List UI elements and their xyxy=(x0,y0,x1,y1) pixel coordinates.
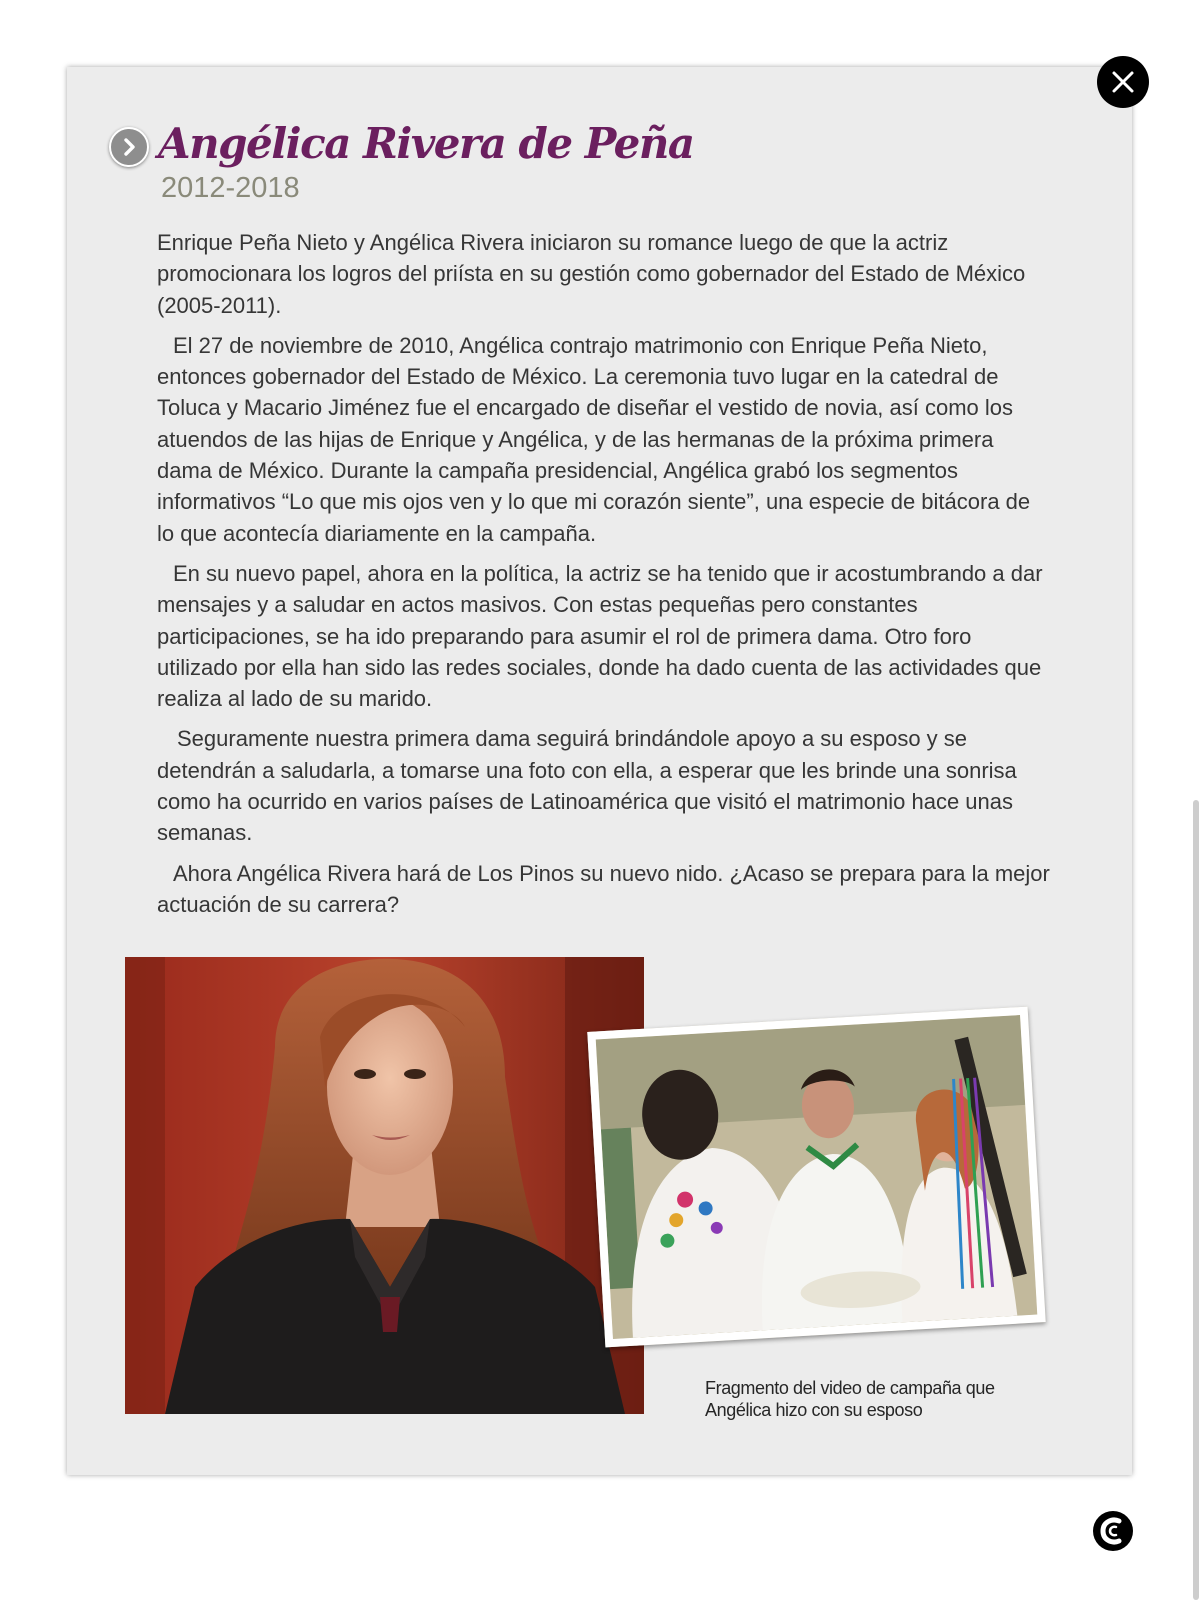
portrait-photo xyxy=(125,957,644,1414)
chevron-right-button[interactable] xyxy=(109,127,149,167)
brand-logo-icon xyxy=(1092,1510,1134,1552)
paragraph-3: En su nuevo papel, ahora en la política, la actriz se ha tenido que ir acostumbrando a dar mensajes y a saludar en actos masivos. Con estas pequeñas pero constantes participaciones, se ha ido preparando para asumir el rol de primera dama. Otro foro utilizado por ella han sido las redes sociales, donde ha dado cuenta de las actividades que realiza al lado de su marido. xyxy=(157,560,1043,712)
paragraph-1: Enrique Peña Nieto y Angélica Rivera iniciaron su romance luego de que la actriz promocionara los logros del priísta en su gestión como gobernador del Estado de México (2005-2011). xyxy=(157,230,1026,318)
close-icon xyxy=(1111,70,1135,94)
article-body xyxy=(157,227,1052,929)
paragraph-2: El 27 de noviembre de 2010, Angélica contrajo matrimonio con Enrique Peña Nieto, entonces gobernador del Estado de México. La ceremonia tuvo lugar en la catedral de Toluca y Macario Jiménez fue el encargado de diseñar el vestido de novia, así como los atuendos de las hijas de Enrique y Angélica, y de las hermanas de la próxima primera dama de México. Durante la campaña presidencial, Angélica grabó los segmentos informativos “Lo que mis ojos ven y lo que mi corazón siente”, una especie de bitácora de lo que acontecía diariamente en la campaña. xyxy=(157,332,1031,546)
chevron-right-icon xyxy=(119,137,139,157)
article-card xyxy=(67,67,1132,1475)
close-button[interactable] xyxy=(1097,56,1149,108)
article-years: 2012-2018 xyxy=(161,172,300,204)
paragraph-4: Seguramente nuestra primera dama seguirá brindándole apoyo a su esposo y se detendrán a saludarla, a tomarse una foto con ella, a esperar que les brinde una sonrisa como ha ocurrido en varios países de Latinoamérica que visitó el matrimonio hace unas semanas. xyxy=(157,726,1017,846)
scrollbar-thumb[interactable] xyxy=(1193,800,1199,1600)
article-title: Angélica Rivera de Peña xyxy=(158,119,694,168)
paragraph-5: Ahora Angélica Rivera hará de Los Pinos su nuevo nido. ¿Acaso se prepara para la mejor actuación de su carrera? xyxy=(157,860,1050,917)
campaign-video-photo xyxy=(587,1007,1045,1348)
photo-caption: Fragmento del video de campaña que Angélica hizo con su esposo xyxy=(705,1378,995,1420)
brand-logo[interactable] xyxy=(1092,1510,1134,1552)
